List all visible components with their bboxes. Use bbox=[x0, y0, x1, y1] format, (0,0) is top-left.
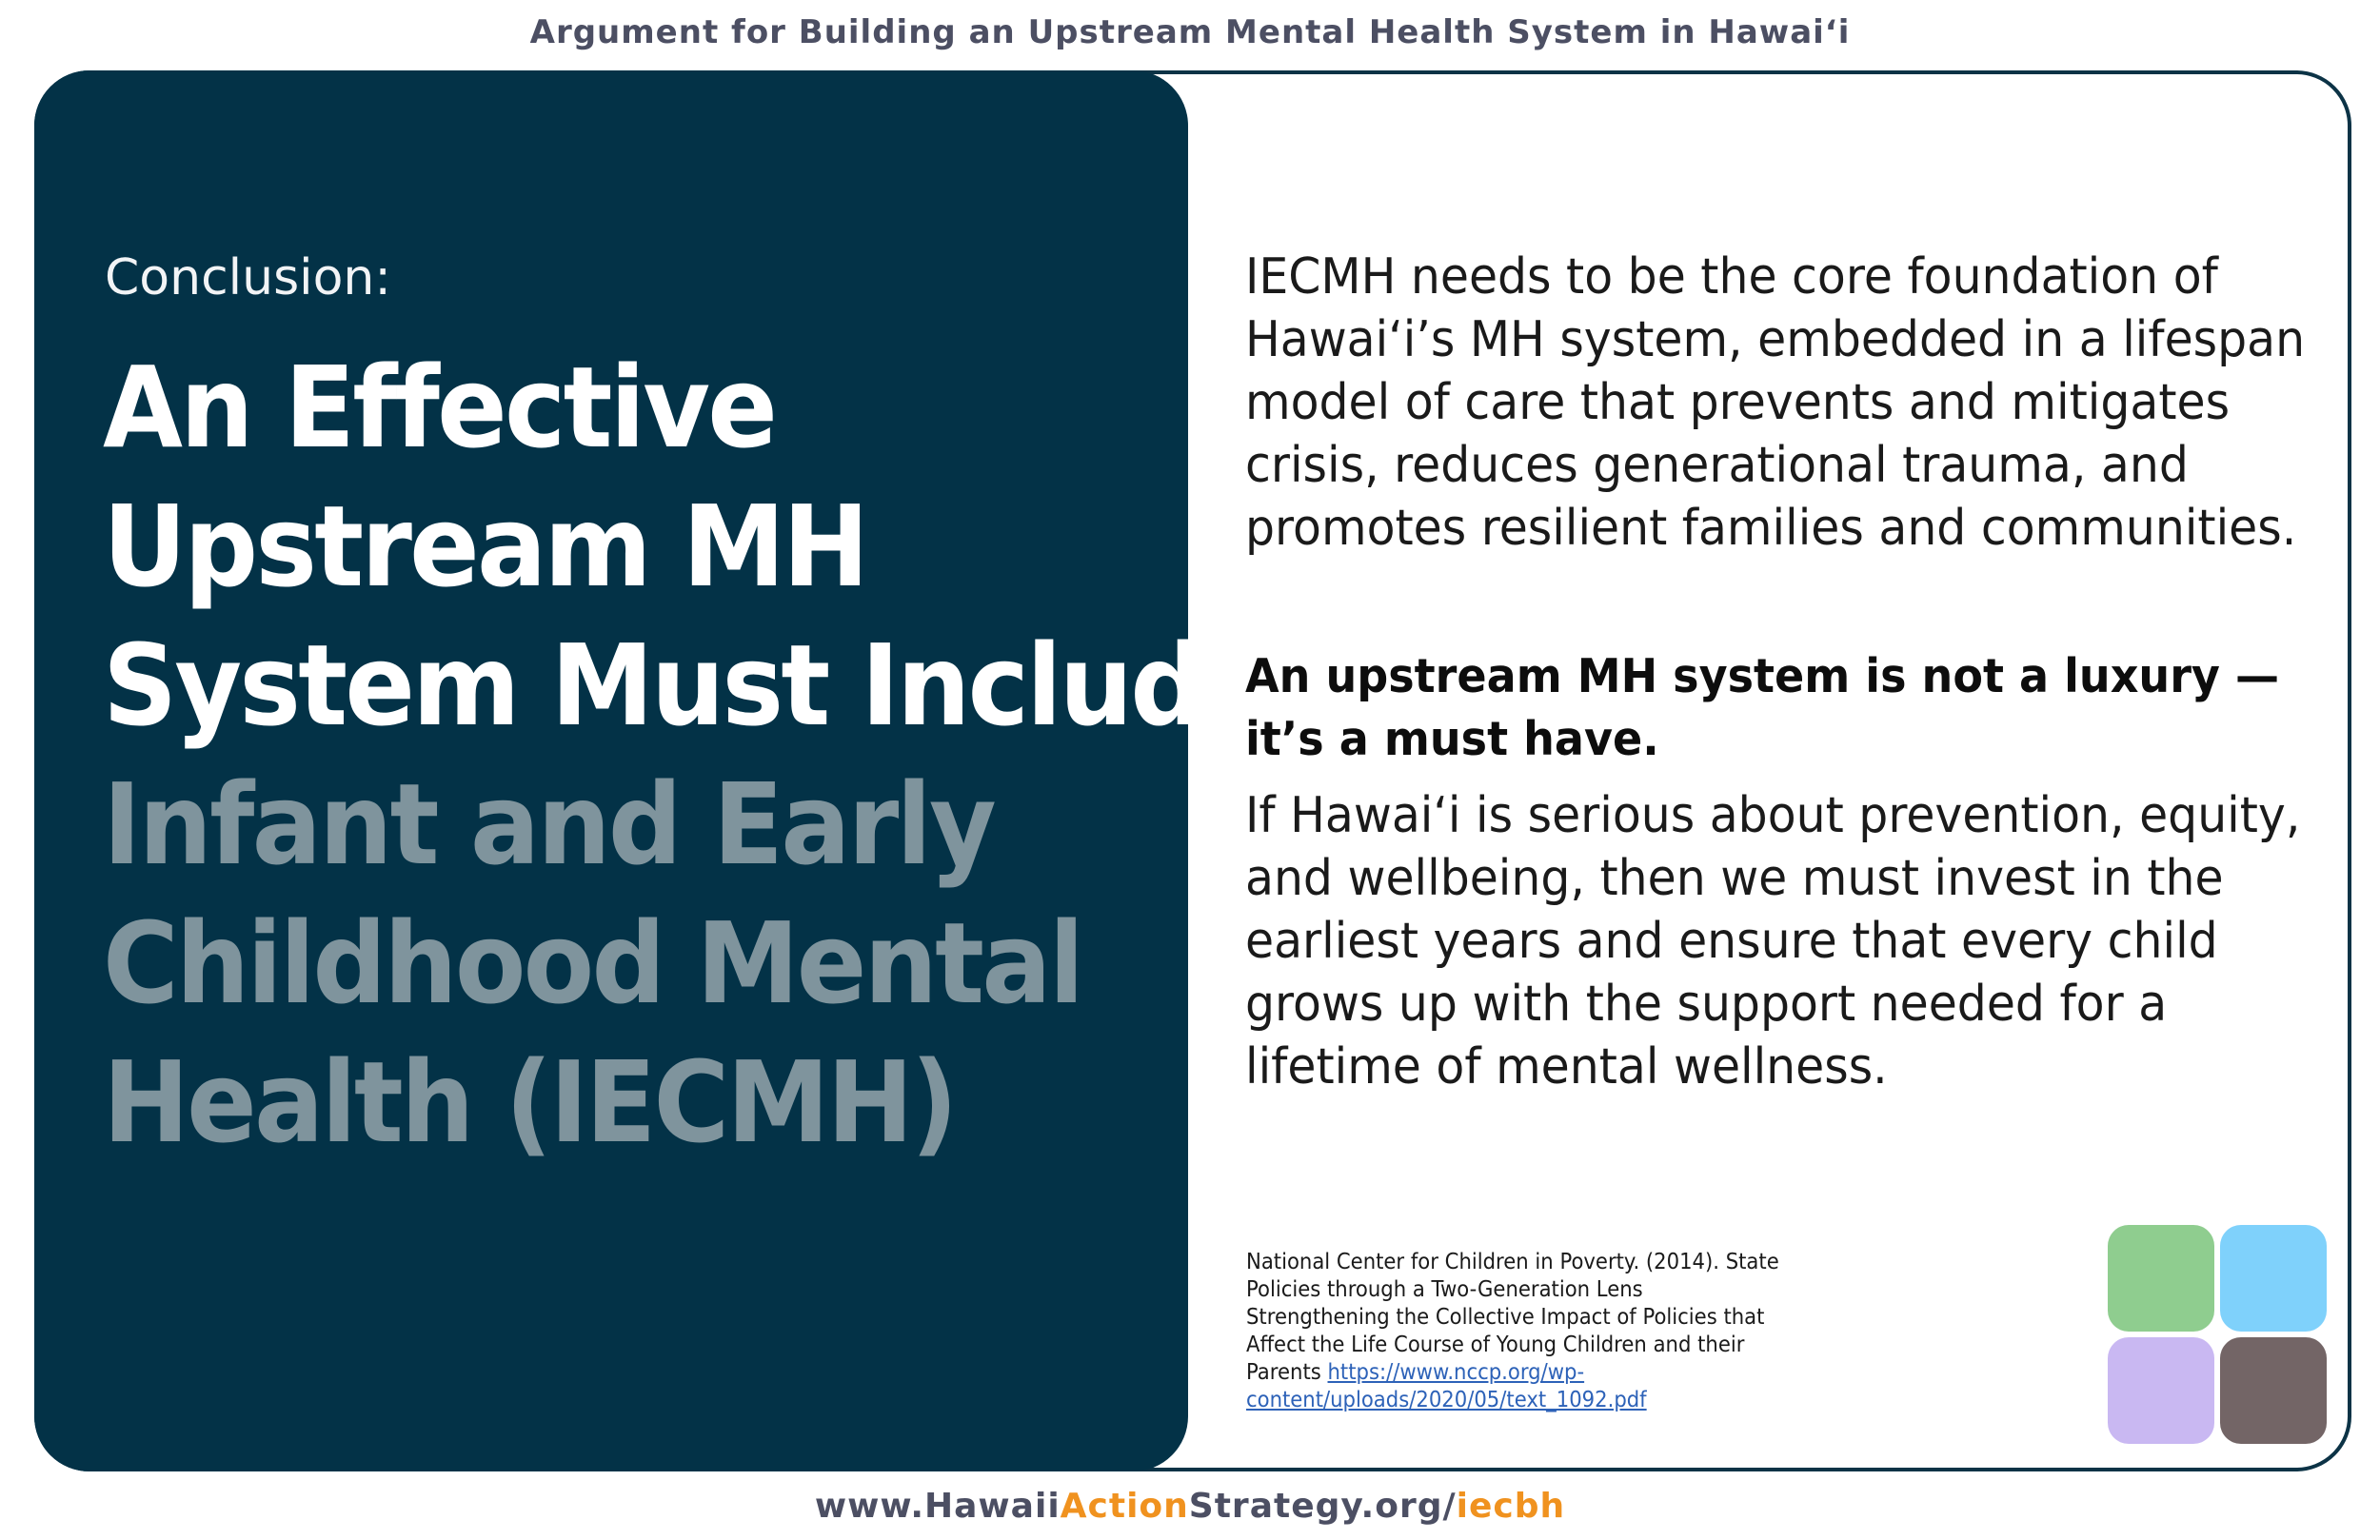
headline-line-1: An Effective bbox=[103, 342, 776, 473]
logo-tile-blue bbox=[2220, 1225, 2327, 1332]
footer-url[interactable] bbox=[0, 1487, 2380, 1526]
headline-line-5: Childhood Mental bbox=[103, 898, 1082, 1029]
footer-url-accent: iecbh bbox=[1456, 1487, 1566, 1526]
conclusion-label: Conclusion: bbox=[105, 249, 391, 306]
must-have-statement: An upstream MH system is not a luxury —it’s a must have. bbox=[1245, 649, 2280, 766]
logo-tile-brown bbox=[2220, 1337, 2327, 1444]
core-foundation-paragraph: IECMH needs to be the core foundation of Hawaiʻi’s MH system, embedded in a lifespan model of care that prevents and mitigates crisis, reduces generational trauma, and promotes resilient families and communities. bbox=[1245, 248, 2306, 557]
headline-line-3: System Must Include bbox=[103, 620, 1270, 751]
argument-text bbox=[1245, 246, 2311, 1096]
citation bbox=[1246, 1249, 1789, 1414]
footer-url-part: www.Hawaii bbox=[814, 1487, 1061, 1526]
footer-url-part: Strategy.org/ bbox=[1188, 1487, 1457, 1526]
logo-icon bbox=[2108, 1225, 2329, 1446]
headline-line-4: Infant and Early bbox=[103, 759, 994, 890]
citation-link[interactable]: https://www.nccp.org/wp-content/uploads/2020/05/text_1092.pdf bbox=[1246, 1360, 1647, 1412]
logo-tile-green bbox=[2108, 1225, 2214, 1332]
citation-text: National Center for Children in Poverty. (2014). State Policies through a Two-Generation Lens Strengthening the Collective Impact of Policies that Affect the Life Course of Young Children and their Parents bbox=[1246, 1250, 1779, 1385]
conclusion-headline bbox=[103, 338, 1270, 1172]
footer-url-accent: Action bbox=[1060, 1487, 1189, 1526]
headline-line-2: Upstream MH bbox=[103, 481, 867, 612]
investment-paragraph: If Hawaiʻi is serious about prevention, equity, and wellbeing, then we must invest in the earliest years and ensure that every child grows up with the support needed for a lifetime of mental wellness. bbox=[1245, 787, 2301, 1096]
headline-line-6: Health (IECMH) bbox=[103, 1037, 956, 1168]
page-title: Argument for Building an Upstream Mental Health System in Hawaiʻi bbox=[529, 13, 1851, 51]
logo-tile-lavender bbox=[2108, 1337, 2214, 1444]
